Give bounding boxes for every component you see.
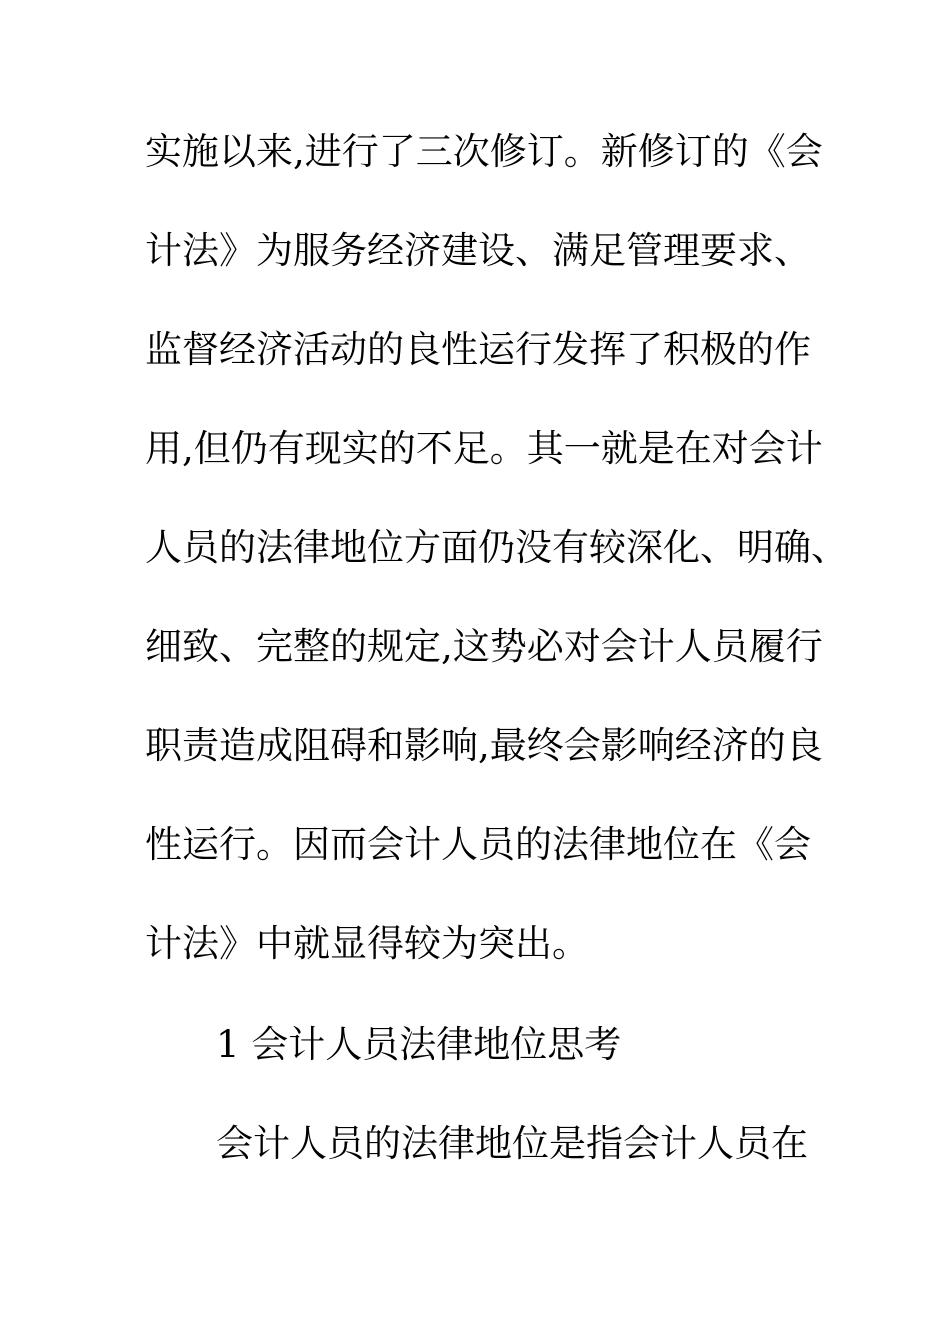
body-text-line: 计法》为服务经济建设、满足管理要求、 <box>145 229 811 272</box>
body-text-line: 计法》中就显得较为突出。 <box>145 922 589 965</box>
body-text-line: 监督经济活动的良性运行发挥了积极的作 <box>145 328 811 371</box>
body-text-line: 实施以来,进行了三次修订。新修订的《会 <box>145 130 823 173</box>
body-text-line: 细致、完整的规定,这势必对会计人员履行 <box>145 625 823 668</box>
body-text-line: 性运行。因而会计人员的法律地位在《会 <box>145 823 811 866</box>
body-text-line: 职责造成阻碍和影响,最终会影响经济的良 <box>145 724 823 767</box>
paragraph-first-line: 会计人员的法律地位是指会计人员在 <box>216 1122 808 1165</box>
section-heading: 1 会计人员法律地位思考 <box>216 1023 622 1066</box>
body-text-line: 用,但仍有现实的不足。其一就是在对会计 <box>145 427 823 470</box>
body-text-line: 人员的法律地位方面仍没有较深化、明确、 <box>145 526 848 569</box>
